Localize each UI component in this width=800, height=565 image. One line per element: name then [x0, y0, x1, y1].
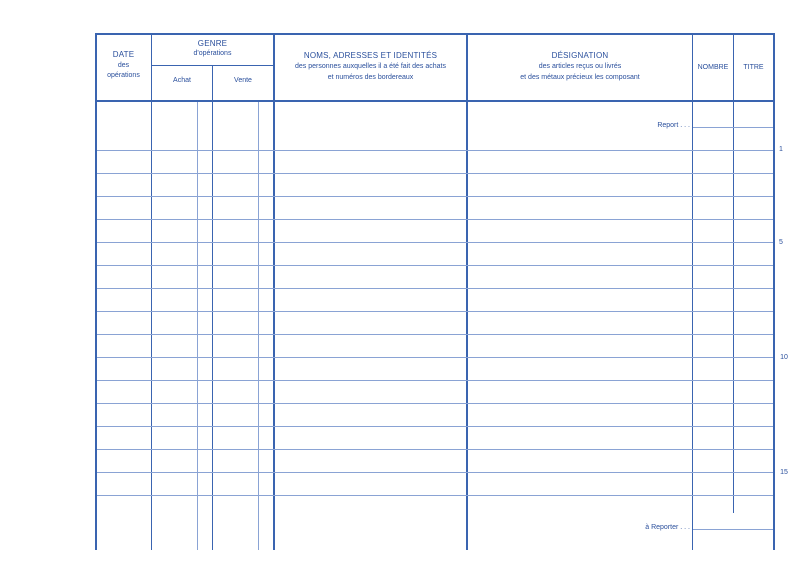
line-number-1: 1 — [779, 146, 783, 153]
row-rule — [97, 242, 773, 243]
row-rule — [97, 288, 773, 289]
col-divider-achat-vente — [212, 65, 213, 550]
nombre-title: NOMBRE — [697, 64, 729, 71]
designation-sub-2: et des métaux précieux les composant — [520, 74, 640, 81]
designation-sub-1: des articles reçus ou livrés — [538, 63, 622, 70]
report-dotted-rule — [693, 127, 773, 128]
row-rule — [97, 426, 773, 427]
row-rule — [97, 150, 773, 151]
noms-sub-1: des personnes auxquelles il a été fait des achats — [295, 63, 446, 70]
col-divider-nombre — [733, 33, 734, 513]
date-sub-des: des — [117, 62, 130, 69]
row-rule — [97, 219, 773, 220]
genre-sub: d'opérations — [193, 50, 232, 57]
designation-title: DÉSIGNATION — [551, 51, 609, 60]
row-rule — [97, 449, 773, 450]
a-reporter-label: à Reporter . . . — [645, 524, 690, 531]
line-number-10: 10 — [780, 354, 788, 361]
row-rule — [97, 196, 773, 197]
row-rule — [97, 403, 773, 404]
genre-title: GENRE — [197, 39, 228, 48]
date-title: DATE — [112, 50, 135, 59]
report-label: Report . . . — [657, 122, 690, 129]
frame-right — [773, 33, 775, 550]
date-sub-operations: opérations — [107, 72, 140, 79]
row-rule — [97, 265, 773, 266]
row-rule — [97, 472, 773, 473]
vente-label: Vente — [234, 77, 252, 84]
row-rule — [97, 173, 773, 174]
a-reporter-rule — [693, 529, 773, 530]
line-number-5: 5 — [779, 239, 783, 246]
row-rule — [97, 495, 773, 496]
row-rule — [97, 311, 773, 312]
noms-sub-2: et numéros des bordereaux — [327, 74, 414, 81]
line-number-15: 15 — [780, 469, 788, 476]
achat-inner-rule — [197, 102, 198, 550]
achat-label: Achat — [173, 77, 191, 84]
frame-top — [95, 33, 775, 35]
titre-title: TITRE — [743, 64, 764, 71]
vente-inner-rule — [258, 102, 259, 550]
noms-title: NOMS, ADRESSES ET IDENTITÉS — [303, 51, 438, 60]
row-rule — [97, 334, 773, 335]
row-rule — [97, 357, 773, 358]
row-rule — [97, 380, 773, 381]
